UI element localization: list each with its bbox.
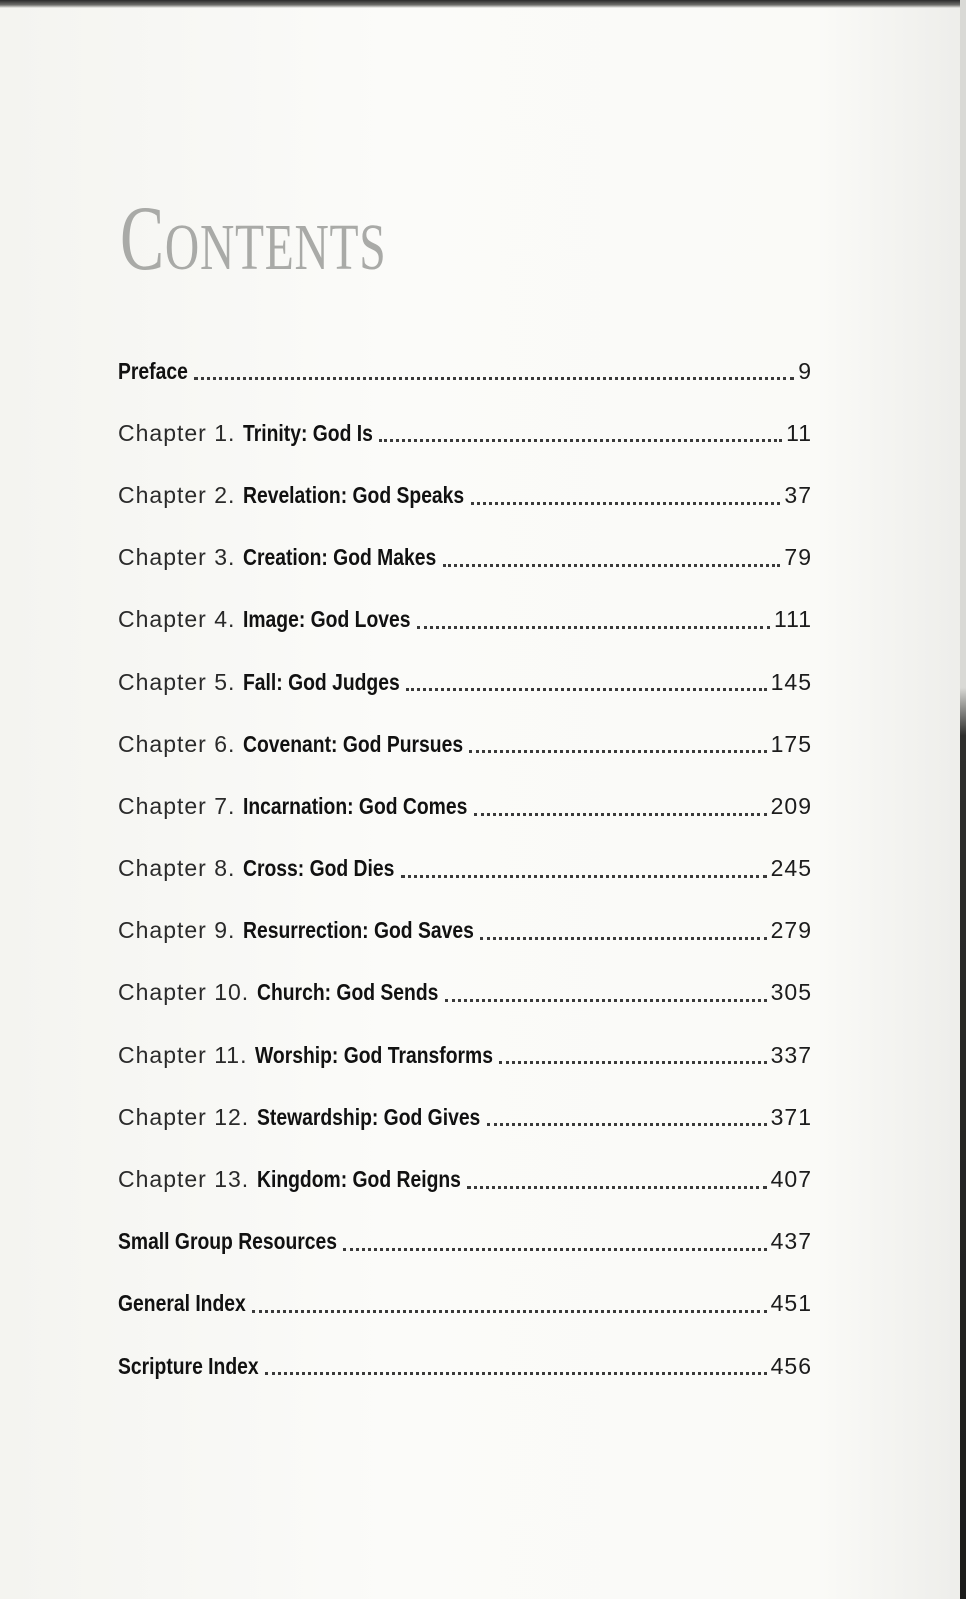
toc-dot-leader	[417, 625, 770, 629]
toc-page-number: 305	[770, 979, 812, 1006]
toc-title: General Index	[118, 1290, 246, 1317]
toc-entry[interactable]	[118, 1024, 812, 1086]
toc-entry[interactable]	[118, 775, 812, 837]
toc-title: Stewardship: God Gives	[257, 1103, 481, 1130]
toc-page-number: 209	[770, 792, 812, 819]
toc-title: Resurrection: God Saves	[243, 917, 475, 944]
toc-chapter-number: Chapter 13.	[118, 1166, 250, 1193]
toc-entry[interactable]	[118, 1273, 812, 1335]
toc-chapter-number: Chapter 4.	[118, 606, 236, 633]
toc-title: Small Group Resources	[118, 1228, 338, 1255]
toc-dot-leader	[265, 1371, 767, 1375]
toc-title: Revelation: God Speaks	[243, 481, 465, 508]
toc-dot-leader	[474, 812, 767, 816]
toc-chapter-number: Chapter 10.	[118, 979, 250, 1006]
toc-chapter-number: Chapter 7.	[118, 792, 236, 819]
toc-entry[interactable]	[118, 402, 812, 464]
toc-dot-leader	[194, 376, 794, 380]
toc-chapter-number: Chapter 3.	[118, 544, 236, 571]
toc-title: Cross: God Dies	[243, 855, 395, 882]
page-right-edge	[960, 0, 966, 1599]
toc-title: Scripture Index	[118, 1352, 259, 1379]
toc-dot-leader	[487, 1122, 767, 1126]
toc-chapter-number: Chapter 12.	[118, 1103, 250, 1130]
toc-dot-leader	[401, 874, 767, 878]
toc-page-number: 371	[770, 1103, 812, 1130]
toc-title: Trinity: God Is	[243, 419, 374, 446]
toc-dot-leader	[480, 936, 766, 940]
toc-chapter-number: Chapter 9.	[118, 917, 236, 944]
toc-page-number: 37	[784, 481, 812, 508]
toc-entry[interactable]	[118, 1335, 812, 1397]
table-of-contents	[118, 340, 812, 1397]
toc-dot-leader	[499, 1060, 766, 1064]
toc-title: Incarnation: God Comes	[243, 792, 468, 819]
toc-page-number: 111	[774, 606, 812, 633]
toc-page-number: 175	[770, 730, 812, 757]
toc-title: Fall: God Judges	[243, 668, 401, 695]
toc-page-number: 437	[770, 1228, 812, 1255]
toc-dot-leader	[471, 501, 781, 505]
heading-initial: C	[120, 187, 165, 289]
toc-entry[interactable]	[118, 464, 812, 526]
page-top-shadow	[0, 0, 966, 8]
toc-title: Creation: God Makes	[243, 544, 437, 571]
toc-title: Covenant: God Pursues	[243, 730, 464, 757]
toc-chapter-number: Chapter 2.	[118, 481, 236, 508]
toc-page-number: 245	[770, 855, 812, 882]
toc-entry[interactable]	[118, 527, 812, 589]
contents-heading	[120, 187, 387, 289]
toc-page-number: 279	[770, 917, 812, 944]
toc-page-number: 407	[770, 1166, 812, 1193]
toc-entry[interactable]	[118, 962, 812, 1024]
toc-page-number: 145	[770, 668, 812, 695]
toc-entry[interactable]	[118, 1086, 812, 1148]
toc-entry[interactable]	[118, 900, 812, 962]
toc-entry[interactable]	[118, 589, 812, 651]
toc-dot-leader	[445, 998, 767, 1002]
toc-entry[interactable]	[118, 838, 812, 900]
toc-page-number: 337	[770, 1041, 812, 1068]
toc-page-number: 79	[784, 544, 812, 571]
toc-dot-leader	[443, 563, 781, 567]
toc-entry[interactable]	[118, 651, 812, 713]
toc-entry[interactable]	[118, 1148, 812, 1210]
toc-entry[interactable]	[118, 1211, 812, 1273]
toc-dot-leader	[467, 1185, 766, 1189]
toc-chapter-number: Chapter 6.	[118, 730, 236, 757]
toc-dot-leader	[469, 749, 766, 753]
toc-title: Worship: God Transforms	[255, 1041, 494, 1068]
toc-chapter-number: Chapter 11.	[118, 1041, 248, 1068]
toc-chapter-number: Chapter 1.	[118, 419, 236, 446]
toc-entry[interactable]	[118, 713, 812, 775]
toc-title: Image: God Loves	[243, 606, 411, 633]
toc-page-number: 11	[786, 419, 812, 446]
toc-title: Preface	[118, 357, 188, 384]
toc-page-number: 9	[798, 357, 812, 384]
heading-rest: ONTENTS	[164, 211, 387, 284]
toc-page-number: 451	[770, 1290, 812, 1317]
toc-dot-leader	[379, 438, 782, 442]
toc-dot-leader	[343, 1247, 767, 1251]
toc-title: Church: God Sends	[257, 979, 439, 1006]
toc-dot-leader	[252, 1309, 767, 1313]
toc-page-number: 456	[770, 1352, 812, 1379]
toc-dot-leader	[406, 687, 766, 691]
toc-chapter-number: Chapter 8.	[118, 855, 236, 882]
toc-entry[interactable]	[118, 340, 812, 402]
toc-title: Kingdom: God Reigns	[257, 1166, 462, 1193]
toc-chapter-number: Chapter 5.	[118, 668, 236, 695]
